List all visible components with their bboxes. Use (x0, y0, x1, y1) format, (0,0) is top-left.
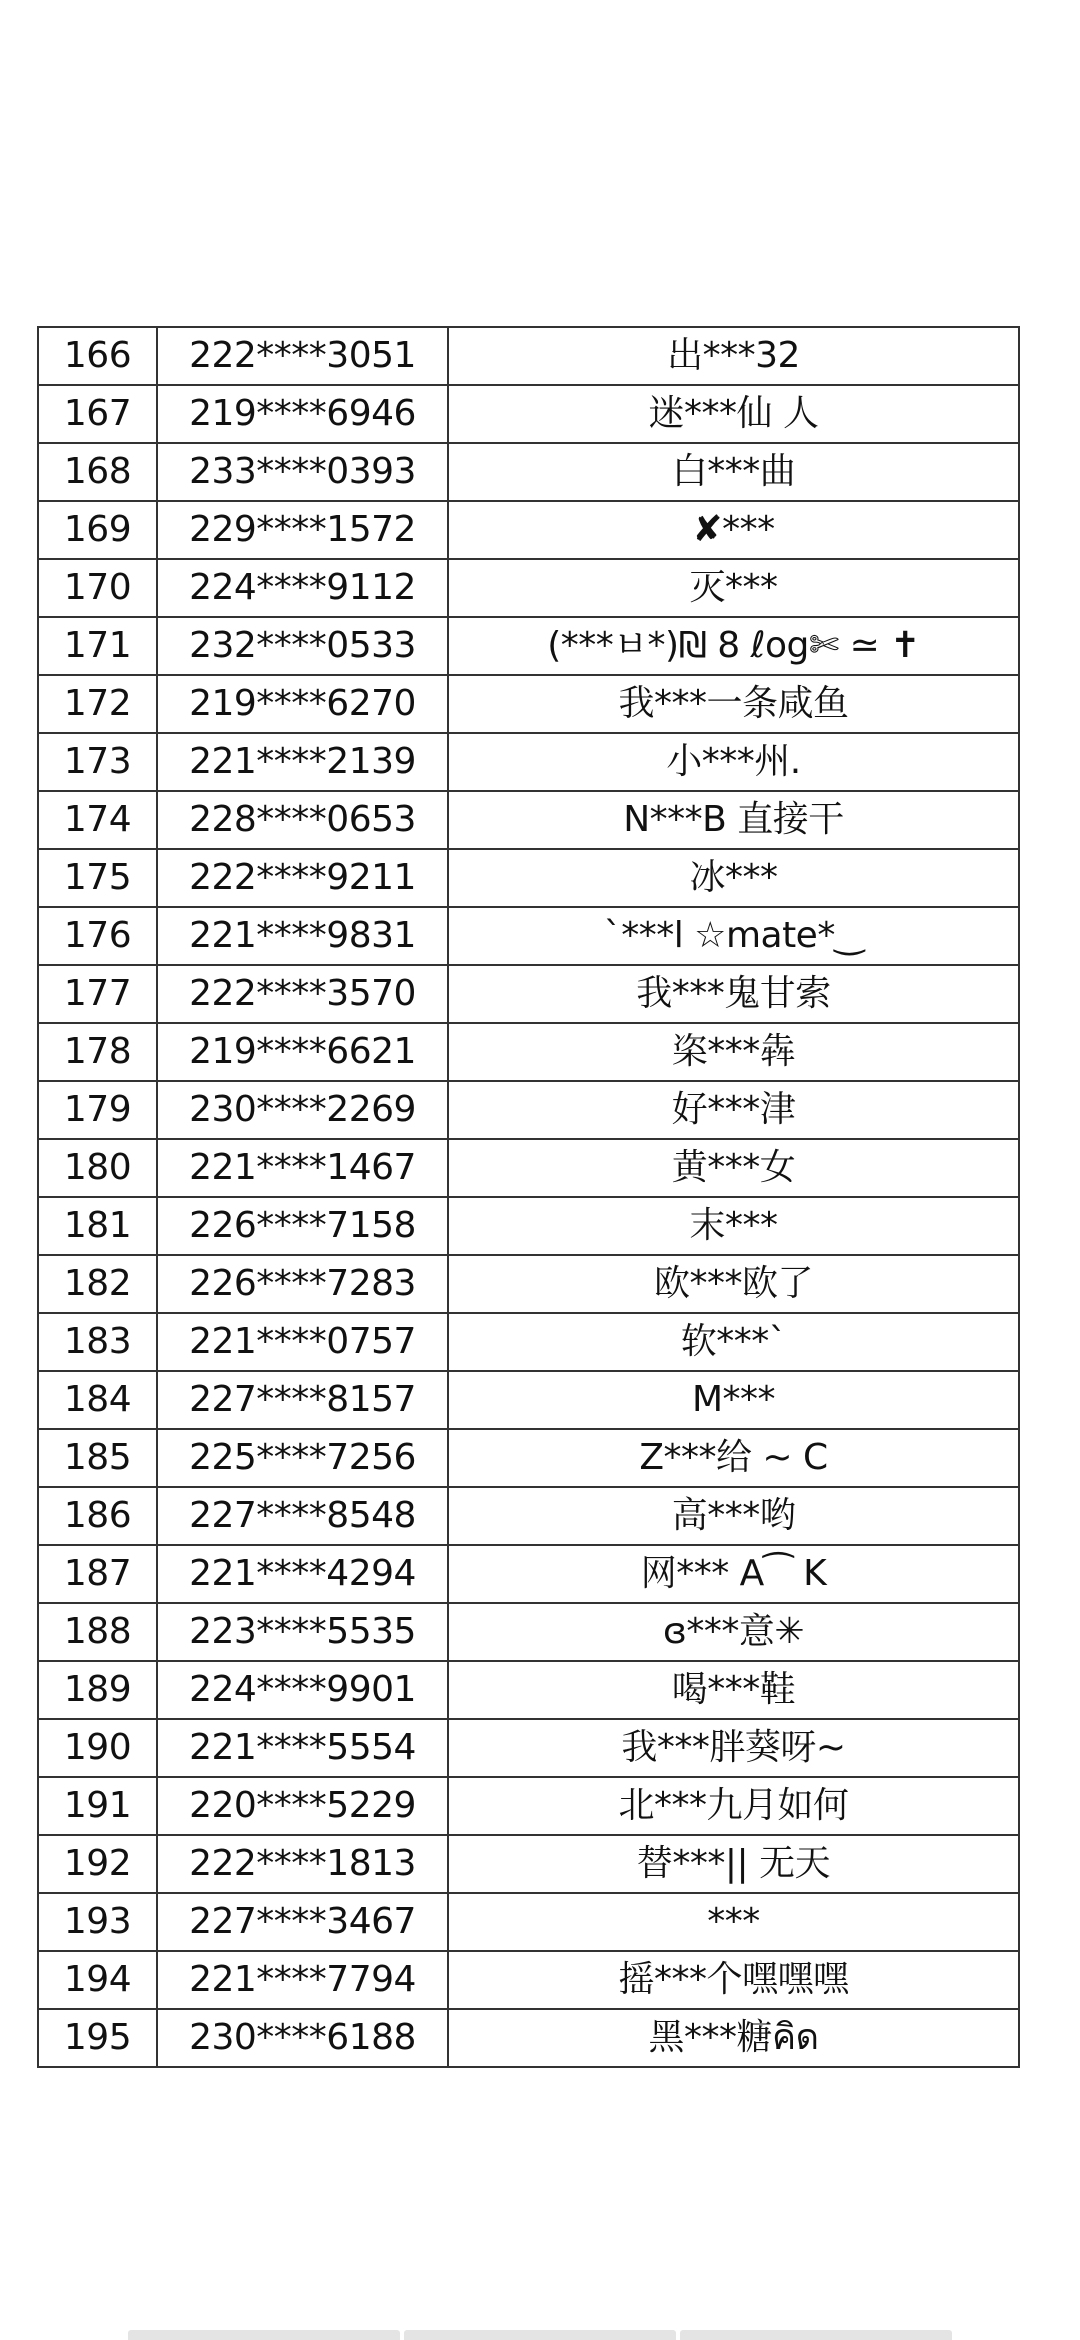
bottom-bar-segment (128, 2330, 400, 2340)
row-number-cell: 174 (38, 791, 157, 849)
table-row (38, 1197, 1019, 1255)
table-row (38, 849, 1019, 907)
row-number-cell: 172 (38, 675, 157, 733)
winners-table (37, 326, 1020, 2068)
user-name-cell: 我***鬼甘索 (448, 965, 1019, 1023)
user-name-cell: M*** (448, 1371, 1019, 1429)
row-number-cell: 185 (38, 1429, 157, 1487)
user-id-cell: 222****3570 (157, 965, 448, 1023)
row-number-cell: 186 (38, 1487, 157, 1545)
user-id-cell: 229****1572 (157, 501, 448, 559)
table-row (38, 1371, 1019, 1429)
user-id-cell: 222****1813 (157, 1835, 448, 1893)
user-id-cell: 221****7794 (157, 1951, 448, 2009)
user-name-cell: 软***ˋ (448, 1313, 1019, 1371)
user-name-cell: 黄***女 (448, 1139, 1019, 1197)
row-number-cell: 187 (38, 1545, 157, 1603)
user-id-cell: 225****7256 (157, 1429, 448, 1487)
user-id-cell: 219****6621 (157, 1023, 448, 1081)
user-name-cell: 好***津 (448, 1081, 1019, 1139)
user-id-cell: 227****3467 (157, 1893, 448, 1951)
user-name-cell: ɞ***意✳ (448, 1603, 1019, 1661)
user-name-cell: 替***|| 无天 (448, 1835, 1019, 1893)
table-row (38, 385, 1019, 443)
user-id-cell: 226****7158 (157, 1197, 448, 1255)
user-name-cell: *** (448, 1893, 1019, 1951)
table-row (38, 1661, 1019, 1719)
user-id-cell: 224****9901 (157, 1661, 448, 1719)
row-number-cell: 178 (38, 1023, 157, 1081)
user-id-cell: 230****2269 (157, 1081, 448, 1139)
user-name-cell: 喝***鞋 (448, 1661, 1019, 1719)
user-name-cell: 栥***犇 (448, 1023, 1019, 1081)
table-row (38, 907, 1019, 965)
table-row (38, 1777, 1019, 1835)
row-number-cell: 190 (38, 1719, 157, 1777)
table-row (38, 2009, 1019, 2067)
table-body (38, 327, 1019, 2067)
user-id-cell: 232****0533 (157, 617, 448, 675)
user-id-cell: 226****7283 (157, 1255, 448, 1313)
row-number-cell: 177 (38, 965, 157, 1023)
bottom-scroll-indicator (128, 2330, 952, 2340)
user-id-cell: 230****6188 (157, 2009, 448, 2067)
user-id-cell: 221****9831 (157, 907, 448, 965)
user-name-cell: 末*** (448, 1197, 1019, 1255)
row-number-cell: 169 (38, 501, 157, 559)
user-id-cell: 221****1467 (157, 1139, 448, 1197)
bottom-bar-segment (404, 2330, 676, 2340)
row-number-cell: 175 (38, 849, 157, 907)
user-name-cell: 黑***糖คิด (448, 2009, 1019, 2067)
table-row (38, 327, 1019, 385)
user-name-cell: 我***一条咸鱼 (448, 675, 1019, 733)
row-number-cell: 180 (38, 1139, 157, 1197)
user-id-cell: 221****2139 (157, 733, 448, 791)
row-number-cell: 166 (38, 327, 157, 385)
row-number-cell: 195 (38, 2009, 157, 2067)
user-name-cell: ˋ***l ☆mate*‿ (448, 907, 1019, 965)
user-name-cell: 摇***个嘿嘿嘿 (448, 1951, 1019, 2009)
table-row (38, 1951, 1019, 2009)
table-row (38, 1719, 1019, 1777)
user-id-cell: 222****9211 (157, 849, 448, 907)
user-name-cell: 迷***仙 人 (448, 385, 1019, 443)
row-number-cell: 181 (38, 1197, 157, 1255)
user-id-cell: 228****0653 (157, 791, 448, 849)
user-name-cell: 高***哟 (448, 1487, 1019, 1545)
user-name-cell: 灭*** (448, 559, 1019, 617)
table-row (38, 733, 1019, 791)
row-number-cell: 176 (38, 907, 157, 965)
table-row (38, 965, 1019, 1023)
table-row (38, 1835, 1019, 1893)
table-row (38, 1487, 1019, 1545)
table-row (38, 1255, 1019, 1313)
user-name-cell: (***ㅂ*)₪ 8 ℓog✄ ≃ ✝ (448, 617, 1019, 675)
user-name-cell: 网*** A⁀ K (448, 1545, 1019, 1603)
user-id-cell: 219****6946 (157, 385, 448, 443)
user-id-cell: 227****8157 (157, 1371, 448, 1429)
user-name-cell: 北***九月如何 (448, 1777, 1019, 1835)
user-name-cell: 白***曲 (448, 443, 1019, 501)
table-row (38, 1603, 1019, 1661)
table-row (38, 1139, 1019, 1197)
user-id-cell: 220****5229 (157, 1777, 448, 1835)
table-row (38, 617, 1019, 675)
row-number-cell: 188 (38, 1603, 157, 1661)
table-row (38, 1023, 1019, 1081)
bottom-bar-segment (680, 2330, 952, 2340)
table-row (38, 1893, 1019, 1951)
user-name-cell: N***B 直接干 (448, 791, 1019, 849)
table-row (38, 501, 1019, 559)
table-row (38, 1429, 1019, 1487)
table-row (38, 443, 1019, 501)
user-name-cell: Z***给 ~ C (448, 1429, 1019, 1487)
user-name-cell: 小***州. (448, 733, 1019, 791)
row-number-cell: 193 (38, 1893, 157, 1951)
row-number-cell: 170 (38, 559, 157, 617)
user-name-cell: 冰*** (448, 849, 1019, 907)
row-number-cell: 168 (38, 443, 157, 501)
row-number-cell: 192 (38, 1835, 157, 1893)
row-number-cell: 182 (38, 1255, 157, 1313)
user-name-cell: 欧***欧了 (448, 1255, 1019, 1313)
user-id-cell: 222****3051 (157, 327, 448, 385)
row-number-cell: 191 (38, 1777, 157, 1835)
row-number-cell: 173 (38, 733, 157, 791)
user-name-cell: 出***32 (448, 327, 1019, 385)
user-name-cell: ✘*** (448, 501, 1019, 559)
row-number-cell: 189 (38, 1661, 157, 1719)
user-id-cell: 219****6270 (157, 675, 448, 733)
user-id-cell: 227****8548 (157, 1487, 448, 1545)
table-row (38, 1313, 1019, 1371)
table-row (38, 791, 1019, 849)
row-number-cell: 194 (38, 1951, 157, 2009)
user-id-cell: 221****5554 (157, 1719, 448, 1777)
user-id-cell: 224****9112 (157, 559, 448, 617)
winners-table-container (37, 326, 1018, 2068)
user-id-cell: 233****0393 (157, 443, 448, 501)
user-id-cell: 221****0757 (157, 1313, 448, 1371)
row-number-cell: 171 (38, 617, 157, 675)
row-number-cell: 179 (38, 1081, 157, 1139)
user-name-cell: 我***胖葵呀~ (448, 1719, 1019, 1777)
row-number-cell: 184 (38, 1371, 157, 1429)
user-id-cell: 223****5535 (157, 1603, 448, 1661)
table-row (38, 1545, 1019, 1603)
table-row (38, 559, 1019, 617)
table-row (38, 675, 1019, 733)
row-number-cell: 183 (38, 1313, 157, 1371)
row-number-cell: 167 (38, 385, 157, 443)
table-row (38, 1081, 1019, 1139)
user-id-cell: 221****4294 (157, 1545, 448, 1603)
